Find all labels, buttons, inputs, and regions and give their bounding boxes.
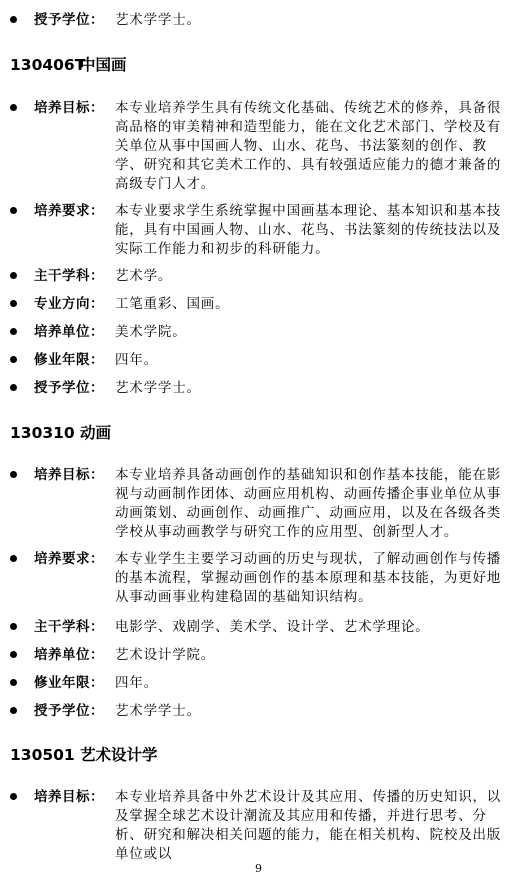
- section-heading: [10, 423, 111, 443]
- item-text: 本专业培养具备动画创作的基础知识和创作基本技能，能在影视与动画制作团体、动画应用机构、动画传播企事业单位从事动画策划、动画创作、动画推广、动画应用，以及在各级各类学校从事动画教学与研究工作的应用型、创新型人才。: [115, 467, 502, 540]
- bullet-icon: [10, 356, 17, 363]
- item-text: 艺术设计学院。: [115, 647, 216, 663]
- item-text: 四年。: [115, 352, 158, 368]
- bullet-icon: [10, 384, 17, 391]
- item-text: 四年。: [115, 675, 158, 691]
- item-label: 培养目标：: [34, 467, 104, 483]
- bullet-icon: [10, 623, 17, 630]
- section-heading: [10, 745, 158, 765]
- major-code: 130310: [10, 424, 75, 442]
- item-label: 培养单位：: [34, 647, 104, 663]
- bullet-icon: [10, 272, 17, 279]
- bullet-icon: [10, 207, 17, 214]
- major-name: 动画: [80, 424, 112, 442]
- bullet-icon: [10, 328, 17, 335]
- bullet-icon: [10, 793, 17, 800]
- item-label: 修业年限：: [34, 352, 104, 368]
- bullet-icon: [10, 555, 17, 562]
- item-text: 艺术学学士。: [115, 12, 201, 28]
- major-name: 中国画: [80, 56, 127, 74]
- bullet-icon: [10, 471, 17, 478]
- major-code: 130406T: [10, 56, 86, 74]
- bullet-icon: [10, 651, 17, 658]
- item-text: 本专业培养学生具有传统文化基础、传统艺术的修养，具备很高品格的审美精神和造型能力，能在文化艺术部门、学校及有关单位从事中国画人物、山水、花鸟、书法篆刻的创作、教学、研究和其它美术工作的、具有较强适应能力的德才兼备的高级专门人才。: [115, 100, 502, 192]
- item-label: 主干学科：: [34, 619, 104, 635]
- item-label: 授予学位：: [34, 12, 104, 28]
- item-label: 培养要求：: [34, 551, 104, 567]
- item-label: 培养目标：: [34, 100, 104, 116]
- item-text: 美术学院。: [115, 324, 187, 340]
- bullet-icon: [10, 707, 17, 714]
- page-number: 9: [255, 862, 262, 875]
- item-label: 授予学位：: [34, 380, 104, 396]
- major-name: 艺术设计学: [80, 746, 158, 764]
- item-label: 授予学位：: [34, 703, 104, 719]
- bullet-icon: [10, 679, 17, 686]
- item-text: 艺术学学士。: [115, 703, 201, 719]
- item-text: 本专业学生主要学习动画的历史与现状，了解动画创作与传播的基本流程，掌握动画创作的基本原理和基本技能，为更好地从事动画事业构建稳固的基础知识结构。: [115, 551, 502, 605]
- item-text: 电影学、戏剧学、美术学、设计学、艺术学理论。: [115, 619, 430, 635]
- bullet-icon: [10, 300, 17, 307]
- item-label: 修业年限：: [34, 675, 104, 691]
- item-label: 培养目标：: [34, 789, 104, 805]
- item-label: 培养单位：: [34, 324, 104, 340]
- item-label: 主干学科：: [34, 268, 104, 284]
- bullet-icon: [10, 104, 17, 111]
- item-label: 培养要求：: [34, 203, 104, 219]
- section-heading: [10, 55, 127, 75]
- item-label: 专业方向：: [34, 296, 104, 312]
- item-text: 本专业要求学生系统掌握中国画基本理论、基本知识和基本技能，具有中国画人物、山水、花鸟、书法篆刻的传统技法以及实际工作能力和初步的科研能力。: [115, 203, 502, 257]
- item-text: 艺术学。: [115, 268, 173, 284]
- major-code: 130501: [10, 746, 75, 764]
- bullet-icon: [10, 16, 17, 23]
- item-text: 艺术学学士。: [115, 380, 201, 396]
- item-text: 本专业培养具备中外艺术设计及其应用、传播的历史知识，以及掌握全球艺术设计潮流及其应用和传播，并进行思考、分析、研究和解决相关问题的能力，能在相关机构、院校及出版单位或以: [115, 789, 502, 862]
- item-text: 工笔重彩、国画。: [115, 296, 230, 312]
